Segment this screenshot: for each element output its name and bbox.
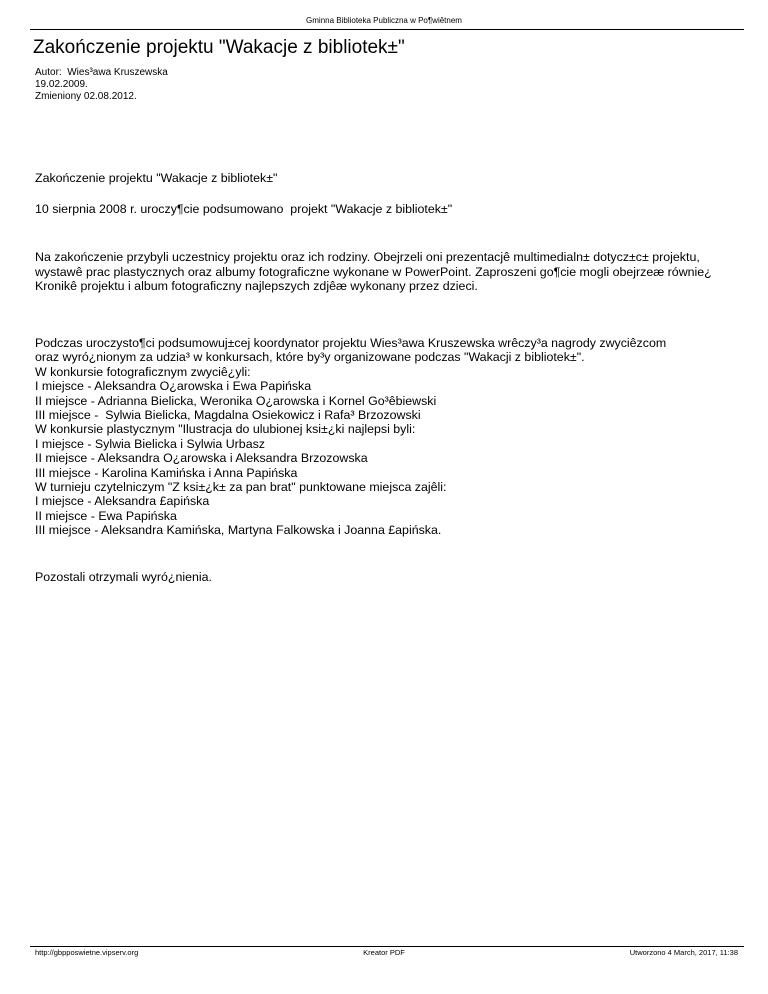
results-line: W turnieju czytelniczym "Z ksi±¿k± za pan brat" punktowane miejsca zajêli:	[35, 480, 447, 495]
footer-generator: Kreator PDF	[363, 948, 405, 957]
date-line: 19.02.2009.	[35, 79, 88, 90]
footer-divider	[30, 946, 744, 947]
article-title: Zakończenie projektu "Wakacje z bibliotek±"	[33, 37, 405, 58]
header-divider	[30, 29, 744, 30]
results-line: Podczas uroczysto¶ci podsumowuj±cej koordynator projektu Wies³awa Kruszewska wrêczy³a nagrody zwyciêzcom	[35, 336, 667, 350]
article-closing: Pozostali otrzymali wyró¿nienia.	[35, 570, 212, 585]
page-header: Gminna Biblioteka Publiczna w Po¶wiêtnem	[306, 16, 462, 25]
footer-url[interactable]: http://gbpposwietne.vipserv.org	[35, 948, 139, 957]
article-lead: 10 sierpnia 2008 r. uroczy¶cie podsumowano projekt "Wakacje z bibliotek±"	[35, 202, 453, 217]
article-intro: Na zakończenie przybyli uczestnicy projektu oraz ich rodziny. Obejrzeli oni prezentacjê multimedialn± dotycz±c± projektu, wystawê prac plastycznych oraz albumy fotograficzne wykonane w PowerPoint. Zaproszeni go¶cie mogli obejrzeæ równie¿ Kronikê projektu i album fotograficzny najlepszych zdjêæ wykonany przez dzieci.	[35, 250, 712, 294]
results-line: II miejsce - Adrianna Bielicka, Weronika O¿arowska i Kornel Go³êbiewski	[35, 393, 437, 408]
footer-created: Utworzono 4 March, 2017, 11:38	[629, 948, 738, 957]
results-line: oraz wyró¿nionym za udzia³ w konkursach, które by³y organizowane podczas "Wakacji z bibliotek±".	[35, 350, 585, 365]
modified-line: Zmieniony 02.08.2012.	[35, 91, 137, 102]
results-section	[35, 336, 735, 538]
author-line: Autor: Wies³awa Kruszewska	[35, 67, 168, 78]
results-line: III miejsce - Aleksandra Kamińska, Martyna Falkowska i Joanna £apińska.	[35, 523, 442, 538]
article-meta	[35, 67, 168, 103]
results-line: II miejsce - Aleksandra O¿arowska i Aleksandra Brzozowska	[35, 451, 368, 466]
results-line: III miejsce - Sylwia Bielicka, Magdalna Osiekowicz i Rafa³ Brzozowski	[35, 408, 421, 423]
results-line: I miejsce - Sylwia Bielicka i Sylwia Urbasz	[35, 436, 265, 451]
results-line: I miejsce - Aleksandra £apińska	[35, 494, 210, 509]
article-subtitle: Zakończenie projektu "Wakacje z bibliotek±"	[35, 171, 278, 186]
results-line: II miejsce - Ewa Papińska	[35, 508, 177, 523]
results-line: I miejsce - Aleksandra O¿arowska i Ewa Papińska	[35, 379, 312, 394]
results-line: W konkursie fotograficznym zwyciê¿yli:	[35, 364, 251, 379]
results-line: III miejsce - Karolina Kamińska i Anna Papińska	[35, 465, 298, 480]
results-line: W konkursie plastycznym "Ilustracja do ulubionej ksi±¿ki najlepsi byli:	[35, 422, 416, 437]
